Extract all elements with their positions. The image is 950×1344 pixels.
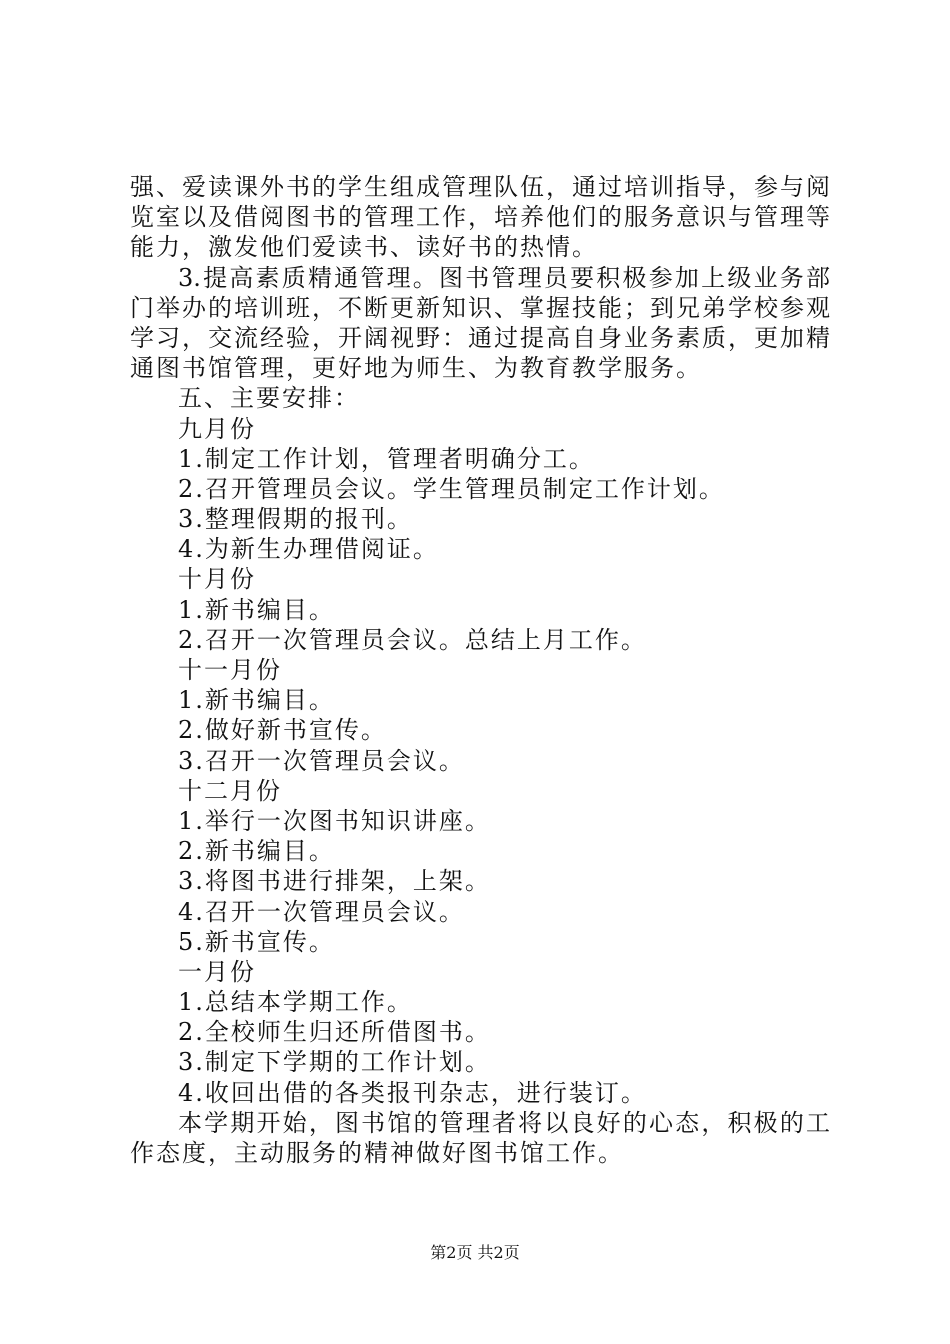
document-body <box>130 172 830 1168</box>
text-line: 作态度，主动服务的精神做好图书馆工作。 <box>130 1139 624 1167</box>
text-line: 4.收回出借的各类报刊杂志，进行装订。 <box>178 1078 647 1107</box>
text-line: 能力，激发他们爱读书、读好书的热情。 <box>130 233 598 262</box>
text-line: 1.新书编目。 <box>178 686 335 715</box>
text-line: 2.全校师生归还所借图书。 <box>178 1018 491 1047</box>
text-line: 通图书馆管理，更好地为师生、为教育教学服务。 <box>130 354 702 383</box>
text-line: 1.举行一次图书知识讲座。 <box>178 806 491 835</box>
text-line: 3.整理假期的报刊。 <box>178 505 413 534</box>
text-line: 3.制定下学期的工作计划。 <box>178 1048 491 1077</box>
text-line: 门举办的培训班，不断更新知识、掌握技能；到兄弟学校参观 <box>130 293 830 322</box>
text-line: 2.召开管理员会议。学生管理员制定工作计划。 <box>178 474 725 503</box>
text-line: 2.新书编目。 <box>178 837 335 866</box>
text-line: 学习，交流经验，开阔视野：通过提高自身业务素质，更加精 <box>130 323 830 352</box>
text-line: 3.召开一次管理员会议。 <box>178 746 465 775</box>
text-line: 览室以及借阅图书的管理工作，培养他们的服务意识与管理等 <box>130 203 830 232</box>
text-line: 一月份 <box>178 957 256 986</box>
text-line: 2.做好新书宣传。 <box>178 716 387 745</box>
text-line: 3.将图书进行排架，上架。 <box>178 867 491 896</box>
text-line: 1.新书编目。 <box>178 595 335 624</box>
text-line: 5.新书宣传。 <box>178 927 335 956</box>
text-line: 本学期开始，图书馆的管理者将以良好的心态，积极的工 <box>178 1108 830 1137</box>
text-line: 五、主要安排： <box>178 384 360 413</box>
text-line: 4.召开一次管理员会议。 <box>178 897 465 926</box>
text-line: 1.总结本学期工作。 <box>178 988 413 1017</box>
text-line: 强、爱读课外书的学生组成管理队伍，通过培训指导，参与阅 <box>130 173 830 201</box>
text-line: 九月份 <box>178 414 256 443</box>
text-line: 2.召开一次管理员会议。总结上月工作。 <box>178 625 647 654</box>
text-line: 十一月份 <box>178 656 282 684</box>
text-line: 十二月份 <box>178 776 282 805</box>
text-line: 3.提高素质精通管理。图书管理员要积极参加上级业务部 <box>178 263 830 292</box>
page-footer: 第2页 共2页 <box>430 1243 520 1262</box>
text-line: 1.制定工作计划，管理者明确分工。 <box>178 444 595 473</box>
text-line: 十月份 <box>178 565 256 594</box>
text-line: 4.为新生办理借阅证。 <box>178 535 439 564</box>
